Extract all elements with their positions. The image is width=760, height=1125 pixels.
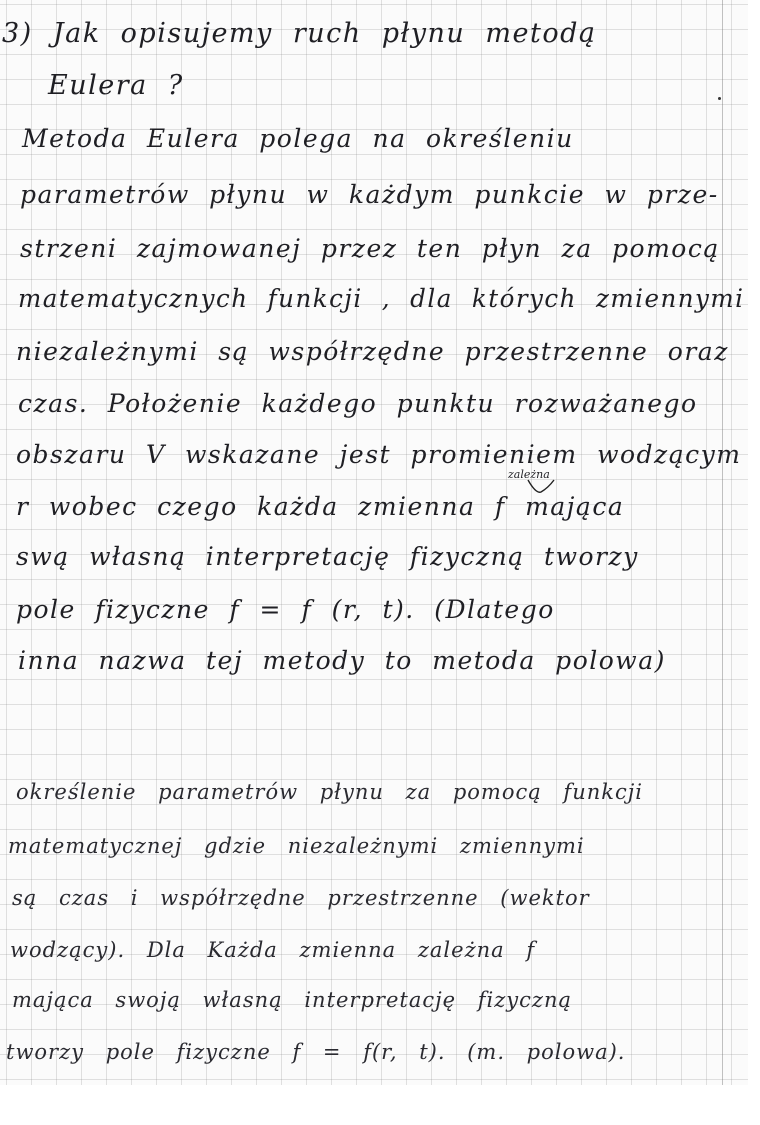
question-line: Eulera ? [48, 70, 184, 101]
answer-line: pole fizyczne f = f (r, t). (Dlatego [16, 595, 555, 624]
answer-line: parametrów płynu w każdym punkcie w prze- [20, 180, 719, 209]
answer-line: obszaru V wskazane jest promieniem wodzącym [16, 440, 742, 469]
notes-line: tworzy pole fizyczne f = f(r, t). (m. polowa). [6, 1040, 626, 1064]
answer-line: inna nazwa tej metody to metoda polowa) [18, 646, 666, 675]
ink-dot [718, 97, 721, 100]
answer-line: r wobec czego każda zmienna f mająca [16, 492, 625, 521]
answer-line: czas. Położenie każdego punktu rozważanego [18, 389, 698, 418]
inserted-word: zależna [508, 468, 550, 481]
notes-line: określenie parametrów płynu za pomocą funkcji [16, 780, 643, 804]
answer-line: matematycznych funkcji , dla których zmiennymi [18, 284, 745, 313]
page-bottom-blank [0, 1085, 760, 1125]
question-line: 3) Jak opisujemy ruch płynu metodą [2, 18, 597, 49]
notes-line: matematycznej gdzie niezależnymi zmiennymi [8, 834, 585, 858]
notes-line: mająca swoją własną interpretację fizyczną [12, 988, 572, 1012]
answer-line: strzeni zajmowanej przez ten płyn za pomocą [20, 234, 720, 263]
notes-line: są czas i współrzędne przestrzenne (wektor [12, 886, 590, 910]
answer-line: Metoda Eulera polega na określeniu [22, 124, 574, 153]
answer-line: swą własną interpretację fizyczną tworzy [16, 542, 639, 571]
insertion-caret-mark [526, 478, 556, 496]
notes-line: wodzący). Dla Każda zmienna zależna f [10, 938, 536, 962]
answer-line: niezależnymi są współrzędne przestrzenne oraz [16, 337, 729, 366]
margin-line [722, 0, 723, 1085]
